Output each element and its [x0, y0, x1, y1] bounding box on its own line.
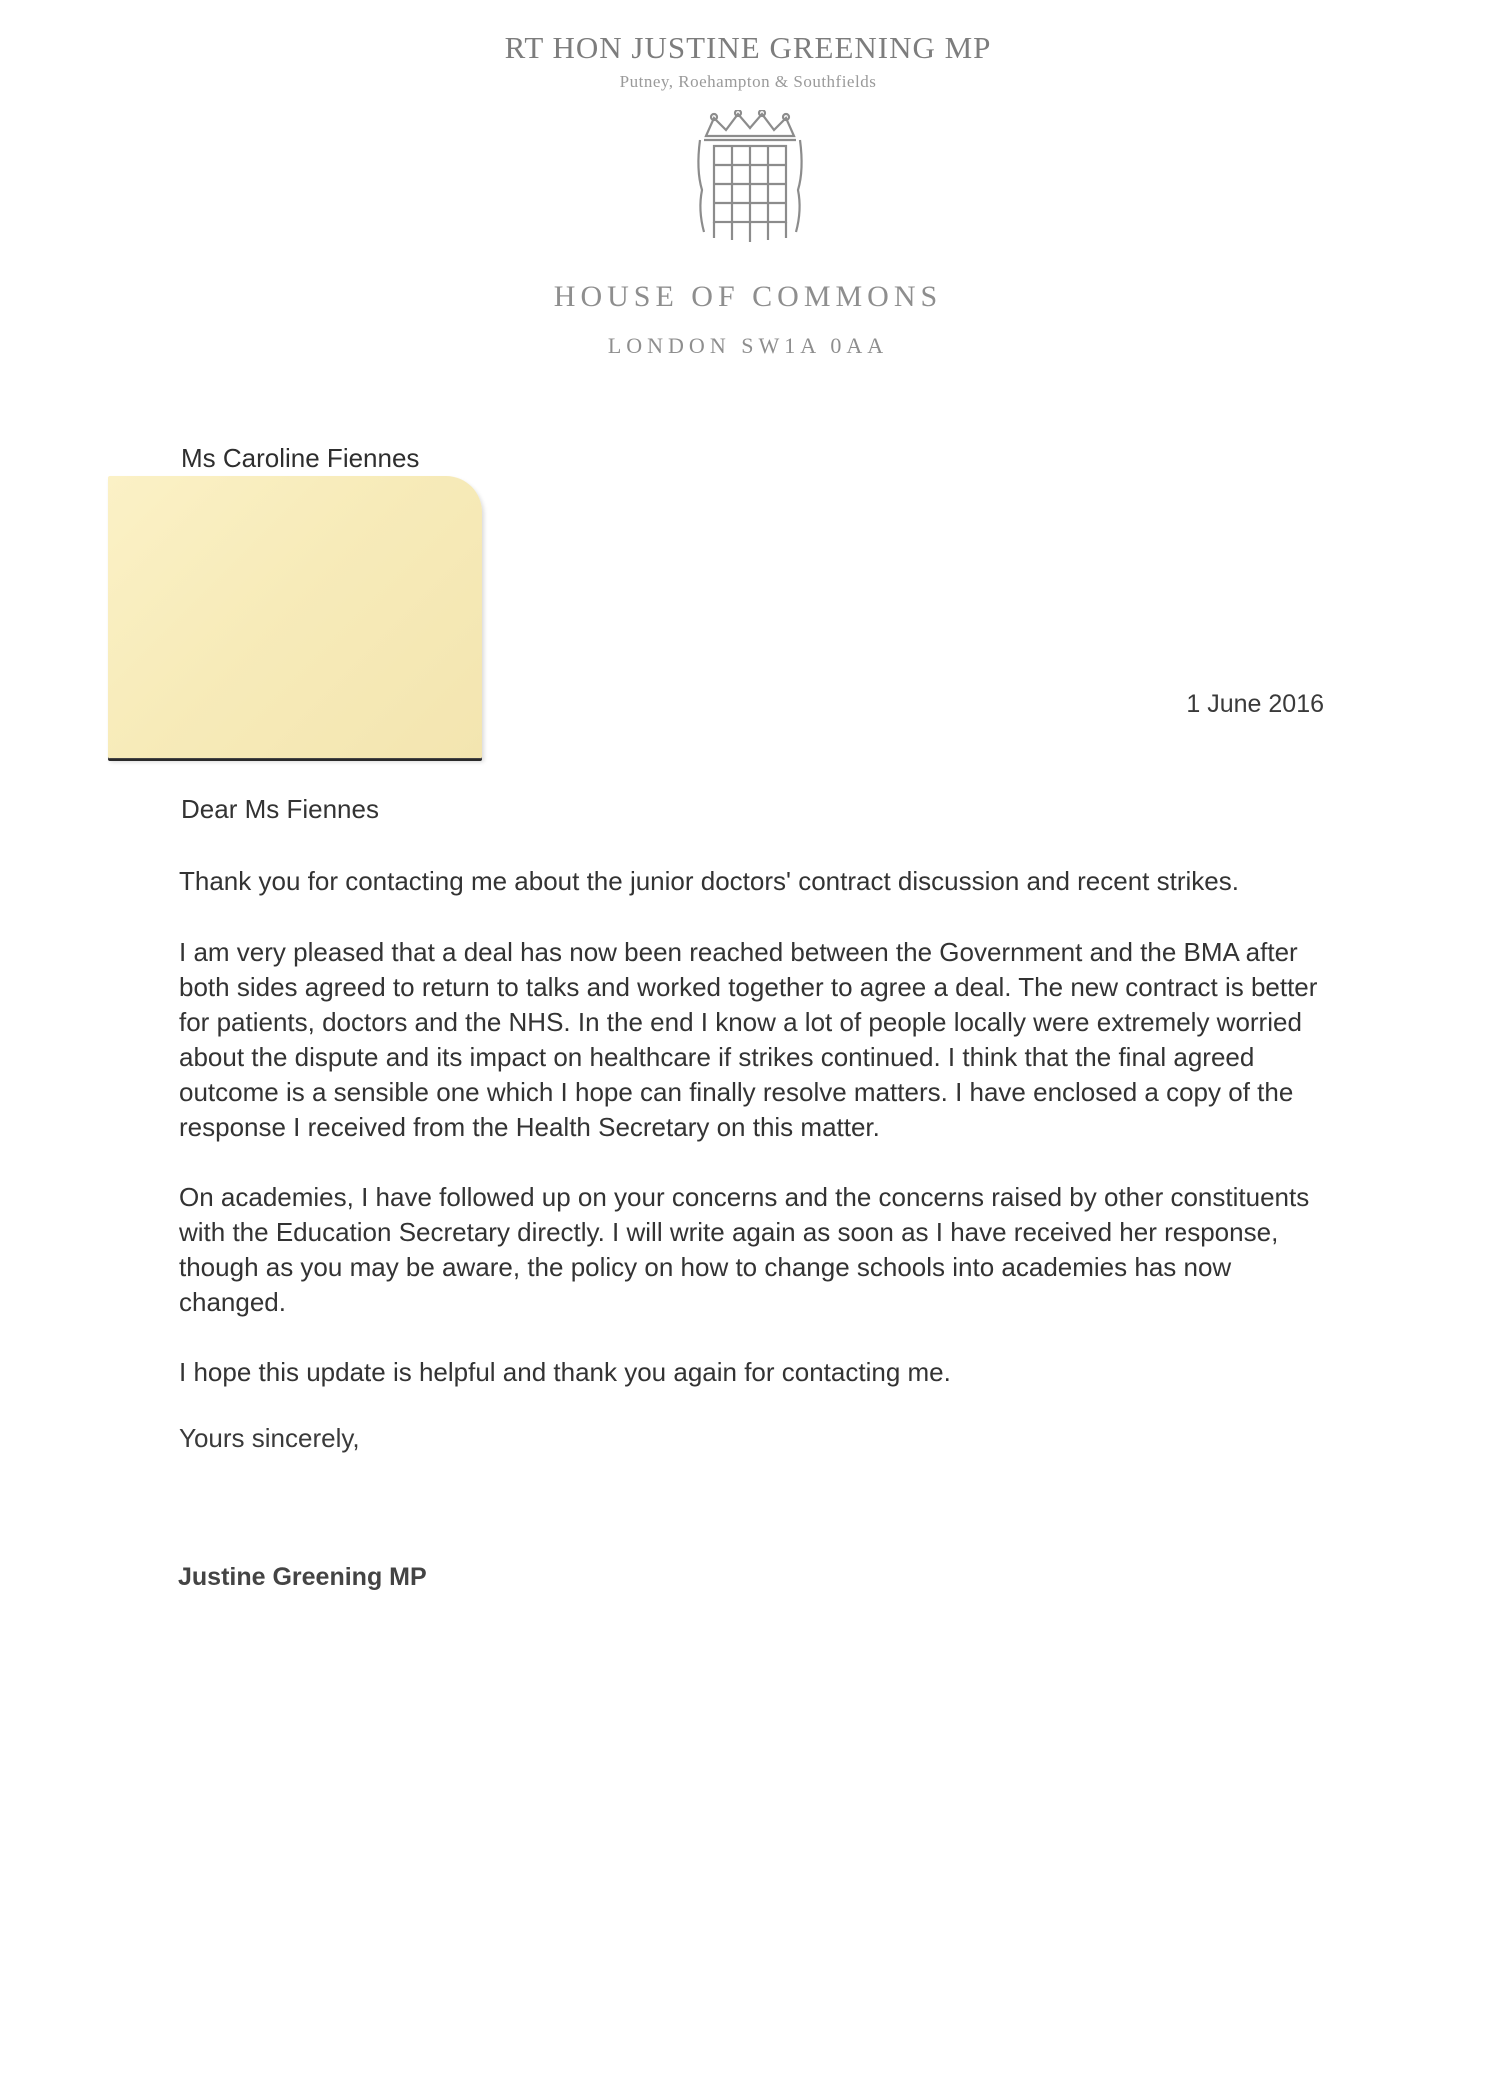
- address-redaction-sticker: [108, 476, 482, 759]
- letterhead-name: RT HON JUSTINE GREENING MP: [504, 30, 992, 65]
- body-paragraph: On academies, I have followed up on your concerns and the concerns raised by other constituents with the Education Secretary directly. I will write again as soon as I have received her response, though as you may be aware, the policy on how to change schools into academies has now changed.: [179, 1182, 1310, 1317]
- closing: Yours sincerely,: [179, 1423, 360, 1453]
- recipient-name: Ms Caroline Fiennes: [181, 443, 420, 473]
- portcullis-icon: [692, 110, 808, 244]
- body-paragraph: I hope this update is helpful and thank you again for contacting me.: [179, 1357, 951, 1387]
- salutation: Dear Ms Fiennes: [181, 794, 379, 824]
- letterhead-address: LONDON SW1A 0AA: [607, 333, 889, 358]
- letterhead-constituency: Putney, Roehampton & Southfields: [619, 72, 877, 91]
- body-paragraph: Thank you for contacting me about the junior doctors' contract discussion and recent strikes.: [179, 866, 1239, 896]
- signature-name: Justine Greening MP: [178, 1563, 427, 1591]
- body-paragraph: I am very pleased that a deal has now been reached between the Government and the BMA after both sides agreed to return to talks and worked together to agree a deal. The new contract is better for patients, doctors and the NHS. In the end I know a lot of people locally were extremely worried about the dispute and its impact on healthcare if strikes continued. I think that the final agreed outcome is a sensible one which I hope can finally resolve matters. I have enclosed a copy of the response I received from the Health Secretary on this matter.: [179, 937, 1318, 1142]
- letterhead-house: HOUSE OF COMMONS: [553, 280, 943, 313]
- letter-date: 1 June 2016: [1186, 690, 1324, 718]
